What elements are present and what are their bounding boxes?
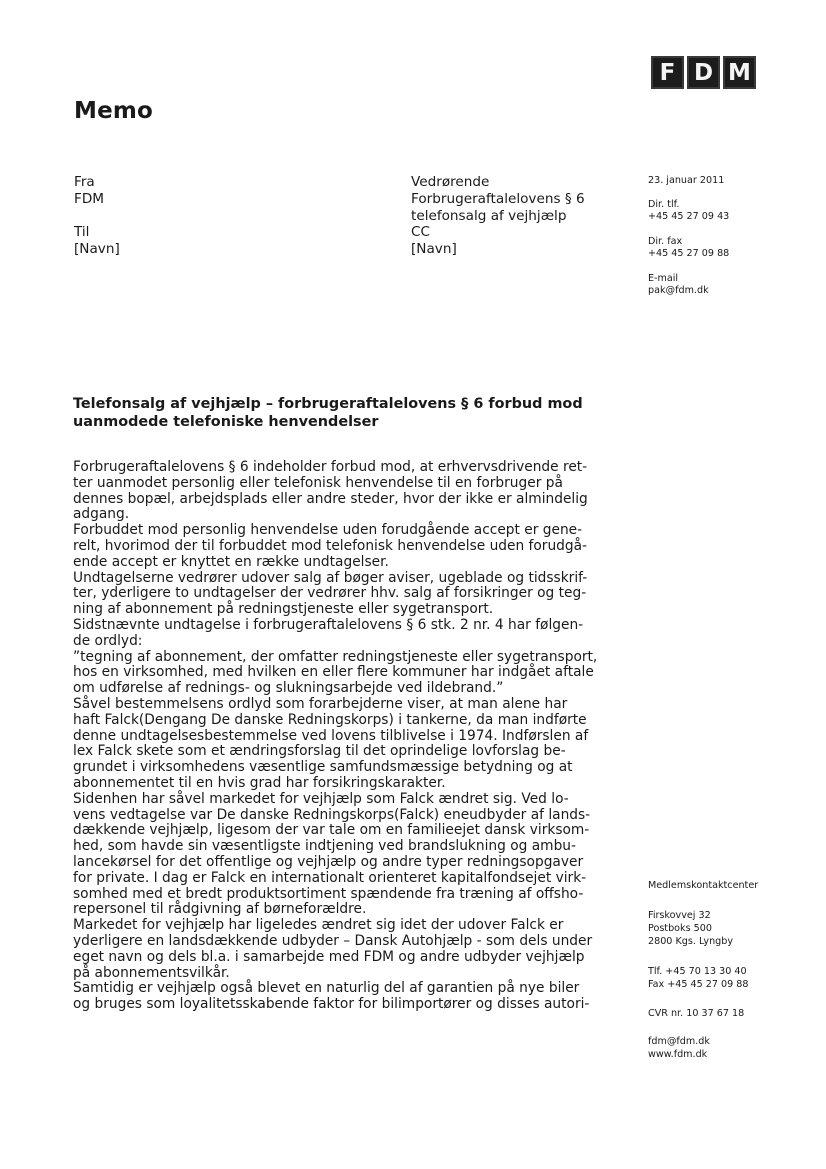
- footer-phone: Tlf. +45 70 13 30 40: [648, 966, 747, 977]
- cc-value: [Navn]: [411, 241, 457, 257]
- body-line: ter, yderligere to undtagelser der vedrører hhv. salg af forsikringer og teg-: [73, 585, 587, 602]
- body-line: lancekørsel for det offentlige og vejhjælp og andre typer redningsopgaver: [73, 853, 584, 870]
- re-label: Vedrørende: [411, 174, 490, 190]
- memo-date: 23. januar 2011: [648, 175, 725, 186]
- direct-phone: +45 45 27 09 43: [648, 211, 730, 222]
- body-line: grundet i virksomhedens væsentlige samfundsmæssige betydning og at: [73, 759, 573, 776]
- body-line: hos en virksomhed, med hvilken en eller flere kommuner har indgået aftale: [73, 664, 594, 681]
- body-line: Forbrugeraftalelovens § 6 indeholder forbud mod, at erhvervsdrivende ret-: [73, 459, 588, 475]
- footer-center-name: Medlemskontaktcenter: [648, 880, 759, 891]
- body-line: på abonnementsvilkår.: [73, 964, 230, 981]
- footer-address: [648, 909, 733, 948]
- body-line: Sidstnævnte undtagelse i forbrugeraftalelovens § 6 stk. 2 nr. 4 har følgen-: [73, 616, 584, 633]
- direct-fax-label: Dir. fax: [648, 236, 683, 247]
- body-line: vens vedtagelse var De danske Redningskorps(Falck) eneudbyder af lands-: [73, 806, 591, 823]
- body-line: Sidenhen har såvel markedet for vejhjælp som Falck ændret sig. Ved lo-: [73, 790, 569, 807]
- re-line-2: telefonsalg af vejhjælp: [411, 208, 567, 224]
- body-line: yderligere en landsdækkende udbyder – Dansk Autohjælp - som dels under: [73, 932, 593, 949]
- body-line: de ordlyd:: [73, 632, 143, 649]
- footer-phones: [648, 965, 749, 991]
- body-line: ende accept er knyttet en række undtagelser.: [73, 553, 389, 570]
- body-line: repersonel til rådgivning af børneforældre.: [73, 901, 367, 918]
- direct-fax: +45 45 27 09 88: [648, 248, 730, 259]
- email-label: E-mail: [648, 273, 679, 284]
- to-value: [Navn]: [74, 241, 120, 257]
- footer-online: [648, 1035, 710, 1061]
- fdm-logo: [651, 56, 756, 89]
- from-value: FDM: [74, 191, 105, 207]
- footer-contact-center: [648, 879, 758, 892]
- direct-phone-label: Dir. tlf.: [648, 199, 680, 210]
- body-line: Markedet for vejhjælp har ligeledes ændret sig idet der udover Falck er: [73, 917, 564, 934]
- body-line: for private. I dag er Falck en internationalt orienteret kapitalfondsejet virk-: [73, 869, 587, 886]
- body-line: Såvel bestemmelsens ordlyd som forarbejderne viser, at man alene har: [73, 695, 568, 712]
- memo-subject: [73, 395, 593, 431]
- footer-city: 2800 Kgs. Lyngby: [648, 936, 734, 947]
- footer-pobox: Postboks 500: [648, 923, 712, 934]
- to-label: Til: [74, 224, 90, 240]
- footer-street: Firskovvej 32: [648, 910, 711, 921]
- body-line: Undtagelserne vedrører udover salg af bøger aviser, ugeblade og tidsskrif-: [73, 569, 588, 586]
- footer-email[interactable]: fdm@fdm.dk: [648, 1036, 710, 1047]
- body-line: hed, som havde sin væsentligste indtjening ved brandslukning og ambu-: [73, 838, 576, 855]
- footer-web[interactable]: www.fdm.dk: [648, 1049, 708, 1060]
- cc-label: CC: [411, 224, 430, 240]
- body-line: Forbuddet mod personlig henvendelse uden forudgående accept er gene-: [73, 522, 583, 539]
- footer-cvr: CVR nr. 10 37 67 18: [648, 1008, 745, 1019]
- logo-letter-f: F: [651, 56, 684, 89]
- body-line: ”tegning af abonnement, der omfatter redningstjeneste eller sygetransport,: [73, 648, 598, 665]
- footer-fax: Fax +45 45 27 09 88: [648, 979, 749, 990]
- body-line: lex Falck skete som et ændringsforslag til det oprindelige lovforslag be-: [73, 743, 566, 760]
- re-line-1: Forbrugeraftalelovens § 6: [411, 191, 585, 207]
- subject-line: uanmodede telefoniske henvendelser: [73, 414, 379, 430]
- body-line: adgang.: [73, 506, 130, 523]
- memo-title: Memo: [74, 98, 154, 124]
- logo-letter-m: M: [723, 56, 756, 89]
- subject-line: Telefonsalg af vejhjælp – forbrugeraftalelovens § 6 forbud mod: [73, 396, 583, 412]
- body-line: denne undtagelsesbestemmelse ved lovens tilblivelse i 1974. Indførslen af: [73, 727, 589, 744]
- body-line: ning af abonnement på redningstjeneste eller sygetransport.: [73, 601, 494, 618]
- email-address: pak@fdm.dk: [648, 285, 709, 296]
- body-line: Samtidig er vejhjælp også blevet en naturlig del af garantien på nye biler: [73, 980, 580, 997]
- body-line: og bruges som loyalitetsskabende faktor for bilimportører og disses autori-: [73, 996, 590, 1013]
- body-line: dækkende vejhjælp, ligesom der var tale om en familieejet dansk virksom-: [73, 822, 590, 839]
- body-line: ter uanmodet personlig eller telefonisk henvendelse til en forbruger på: [73, 474, 563, 491]
- from-label: Fra: [74, 174, 95, 190]
- body-line: somhed med et bredt produktsortiment spændende fra træning af offsho-: [73, 885, 584, 902]
- body-line: abonnementet til en hvis grad har forsikringskarakter.: [73, 774, 446, 791]
- logo-letter-d: D: [687, 56, 720, 89]
- body-line: haft Falck(Dengang De danske Redningskorps) i tankerne, da man indførte: [73, 711, 587, 728]
- body-line: relt, hvorimod der til forbuddet mod telefonisk henvendelse uden forudgå-: [73, 537, 588, 554]
- body-line: om udførelse af rednings- og slukningsarbejde ved ildebrand.”: [73, 680, 504, 697]
- body-line: eget navn og dels bl.a. i samarbejde med FDM og andre udbyder vejhjælp: [73, 948, 585, 965]
- body-line: dennes bopæl, arbejdsplads eller andre steder, hvor der ikke er almindelig: [73, 490, 588, 507]
- memo-body: [73, 460, 613, 1013]
